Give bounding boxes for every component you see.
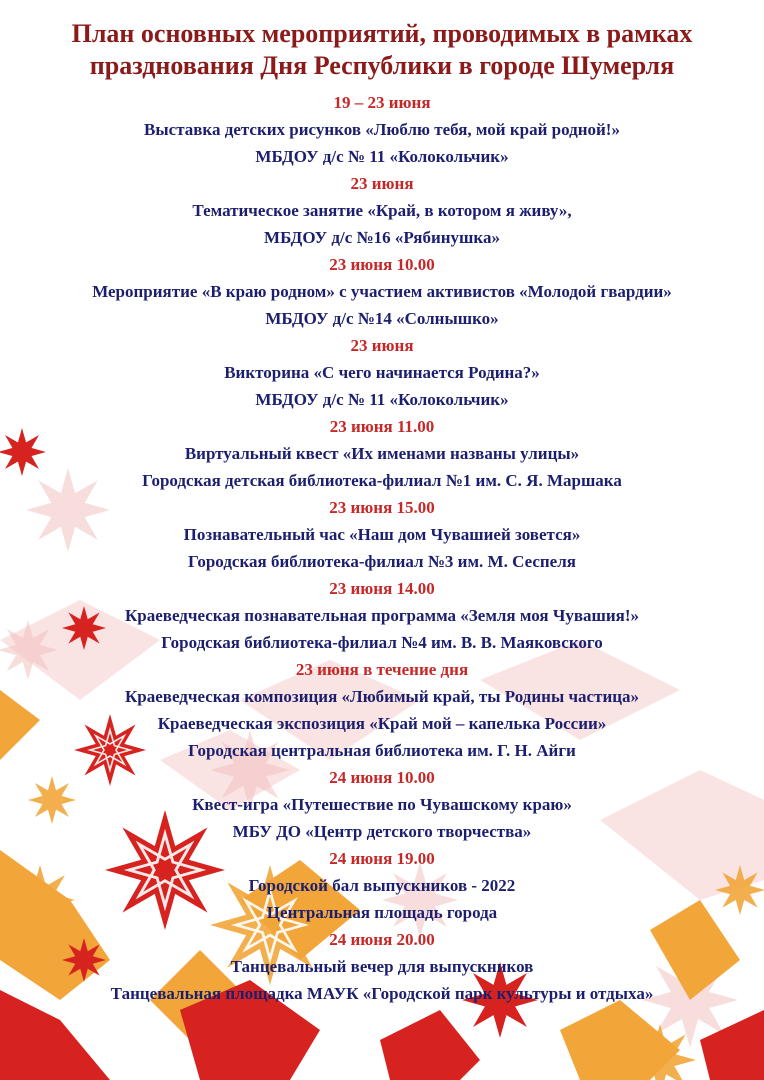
event-10-date: 24 июня 19.00: [329, 849, 435, 868]
event-10-venue: Центральная площадь города: [266, 903, 498, 922]
event-7-title: Краеведческая познавательная программа «Земля моя Чувашия!»: [124, 606, 640, 625]
event-8-date: 23 июня в течение дня: [295, 660, 469, 679]
event-5-title: Виртуальный квест «Их именами названы улицы»: [184, 444, 580, 463]
event-3-date: 23 июня 10.00: [329, 255, 435, 274]
event-2-date: 23 июня: [350, 174, 414, 193]
event-8-subtitle: Краеведческая экспозиция «Край мой – капелька России»: [157, 714, 607, 733]
event-6-title: Познавательный час «Наш дом Чувашией зовется»: [183, 525, 581, 544]
event-4-title: Викторина «С чего начинается Родина?»: [224, 363, 540, 382]
event-5-date: 23 июня 11.00: [329, 417, 435, 436]
page-title: [0, 18, 764, 82]
event-11-title: Танцевальный вечер для выпускников: [230, 957, 534, 976]
event-2-venue: МБДОУ д/с №16 «Рябинушка»: [264, 228, 500, 247]
event-9-venue: МБУ ДО «Центр детского творчества»: [232, 822, 532, 841]
event-1-date: 19 – 23 июня: [333, 93, 431, 112]
event-6-venue: Городская библиотека-филиал №3 им. М. Сеспеля: [188, 552, 576, 571]
event-4-venue: МБДОУ д/с № 11 «Колокольчик»: [255, 390, 509, 409]
event-7-venue: Городская библиотека-филиал №4 им. В. В. Маяковского: [161, 633, 603, 652]
event-9-title: Квест-игра «Путешествие по Чувашскому краю»: [192, 795, 572, 814]
event-2-title: Тематическое занятие «Край, в котором я живу»,: [192, 201, 572, 220]
event-11-date: 24 июня 20.00: [329, 930, 435, 949]
event-9-date: 24 июня 10.00: [329, 768, 435, 787]
event-10-title: Городской бал выпускников - 2022: [248, 876, 516, 895]
event-5-venue: Городская детская библиотека-филиал №1 им. С. Я. Маршака: [142, 471, 622, 490]
event-6-date: 23 июня 15.00: [329, 498, 435, 517]
event-3-title: Мероприятие «В краю родном» с участием активистов «Молодой гвардии»: [92, 282, 672, 301]
event-8-title: Краеведческая композиция «Любимый край, ты Родины частица»: [124, 687, 640, 706]
event-3-venue: МБДОУ д/с №14 «Солнышко»: [265, 309, 499, 328]
event-4-date: 23 июня: [350, 336, 414, 355]
event-1-venue: МБДОУ д/с № 11 «Колокольчик»: [255, 147, 509, 166]
event-8-venue: Городская центральная библиотека им. Г. Н. Айги: [188, 741, 576, 760]
event-1-title: Выставка детских рисунков «Люблю тебя, мой край родной!»: [144, 120, 620, 139]
title-line-1: План основных мероприятий, проводимых в рамках: [71, 19, 693, 48]
event-7-date: 23 июня 14.00: [329, 579, 435, 598]
event-11-venue: Танцевальная площадка МАУК «Городской парк культуры и отдыха»: [110, 984, 654, 1003]
title-line-2: празднования Дня Республики в городе Шумерля: [89, 51, 675, 80]
